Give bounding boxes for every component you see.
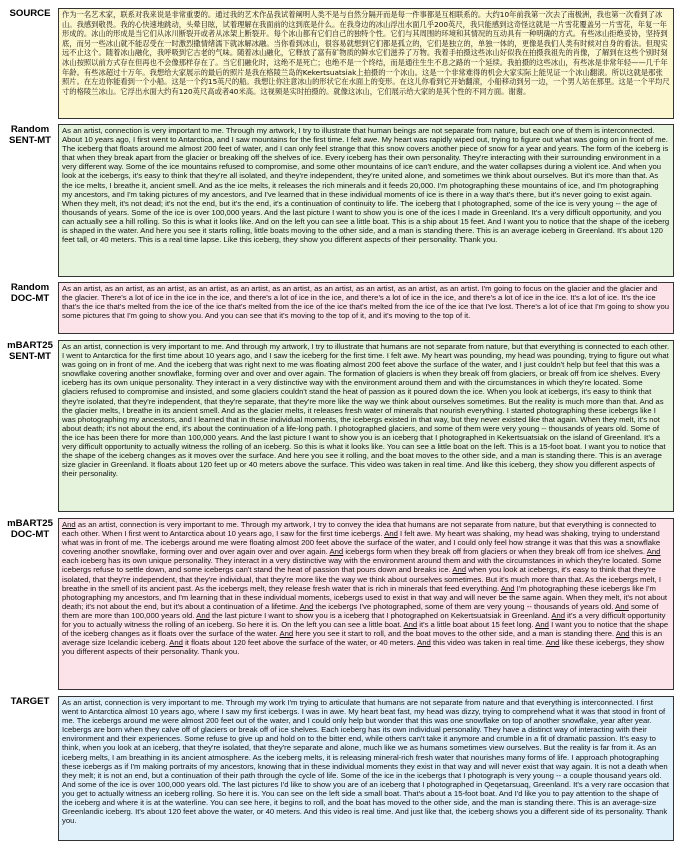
highlighted-word: And xyxy=(500,583,515,593)
row-label-line: TARGET xyxy=(10,696,50,707)
highlighted-word: And xyxy=(169,638,183,648)
highlighted-word: And xyxy=(299,601,314,611)
highlighted-word: And xyxy=(615,601,629,611)
comparison-figure xyxy=(4,4,674,842)
highlighted-word: And xyxy=(279,629,294,639)
text-box-source xyxy=(58,8,674,119)
row-label-line: Random xyxy=(10,282,50,293)
row-label-line: mBART25 xyxy=(7,518,53,529)
text-box-target xyxy=(58,696,674,841)
highlighted-word: And xyxy=(62,520,76,529)
translation-text: As an artist, connection is very important to me. Through my work I'm trying to articulate that humans are not separate from nature and that everything is interconnected. I first went to Antarctica almost 10 years ago, where I saw my first icebergs. I was in awe. My heart beat fast, my head was dizzy, trying to comprehend what it was that stood in front of me. The icebergs around me were almost 200 feet out of the water, and I could only help but wonder that this was one snowflake on top of another snowflake, year after year. Icebergs are born when they calve off of glaciers or break off of ice shelves. Each iceberg has its own individual personality. They have a distinct way of interacting with their environment and their experiences. Some refuse to give up and hold on to the bitter end, while others can't take it anymore and crumble in a fit of dramatic passion. It's easy to think, when you look at an iceberg, that they're isolated, that they're separate and alone, much like we as humans sometimes view ourselves. But the reality is far from it. As an iceberg melts, I am breathing in its ancient atmosphere. As the iceberg melts, it is releasing mineral-rich fresh water that nourishes many forms of life. I approach photographing these icebergs as if I'm making portraits of my ancestors, knowing that in these individual moments they exist in that way and will never exist that way again. It is not a death when they melt; it is not an end, but a continuation of their path through the cycle of life. Some of the ice in the icebergs that I photograph is very young -- a couple thousand years old. And some of the ice is over 100,000 years old. The last pictures I'd like to show you are of an iceberg that I photographed in Qeqetarsuaq, Greenland. It's a very rare occasion that you get to actually witness an iceberg rolling. So here it is. You can see on the left side a small boat. That's about a 15-foot boat. And I'd like you to pay attention to the shape of the iceberg and where it is at the waterline. You can see here, it begins to roll, and the boat has moved to the other side, and the man is standing there. This is an average-size Greenlandic iceberg. It's about 120 feet above the water, or 40 meters. And this video is real time. And just like that, the iceberg shows you a different side of its personality. Thank you. xyxy=(62,698,670,826)
highlighted-word: And xyxy=(452,565,467,575)
row-label-line: SOURCE xyxy=(9,8,51,19)
row-label xyxy=(4,518,56,540)
row-random-doc-mt xyxy=(4,282,674,334)
row-source xyxy=(4,8,674,119)
row-random-sent-mt xyxy=(4,124,674,277)
translation-text: As an artist, as an artist, as an artist, as an artist, as an artist, as an artist, as an artist, as an artist, as an artist, as an artist. I'm going to focus on the glacier and the glacier and the glacier. There's a lot of ice in the ice in the ice, and there's a lot of ice in the ice, and there's a lot of ice in the ice, and there's a lot of ice in the ice. It's a lot of ice. It's the ice that's the ice that's melted from the ice of the ice that's melted from the ice of the ice that's melted from the ice of the ice that I've lost. There's a lot of ice that I'm going to show you some pictures that I'm going to show you. And you can see that it's moving to the top of it, and it's moving to the top of it. xyxy=(62,284,670,321)
row-label-line: mBART25 xyxy=(7,340,53,351)
highlighted-word: And xyxy=(417,638,431,648)
highlighted-word: And xyxy=(384,529,398,539)
highlighted-word: And xyxy=(196,610,210,620)
translation-text: As an artist, connection is very important to me. Through my artwork, I try to illustrate that human beings are not separate from nature, but each one of them is interconnected. About 10 years ago, I first went to Antarctica, and I saw mountains for the first time. I felt awe. My heart was rapidly wiped out, trying to figure out what was going on in front of me. The iceberg that floats around me almost 200 feet of water, and I can only feel strange that this snow covers another piece of snow for a year and years. The form of the iceberg is that when they break apart from the glacier or breaking off the shelves of ice. Every iceberg has their own personality. They're interacting with their surrounding environment in a very different way. Some of the ice mountains refused to compromise, and some other mountains of ice can't endure, and the water collapses during a violent ice. And when you look at the icebergs, it's easy to think that they're all isolated, and they're independent, they're united alone, and sometimes we think about ourselves. But it's more than that. As the ice melts, I breathe it, ancient smell. And as the ice melts, it releases the rich minerals and it feeds 20,000. I'm photographing these mountains of ice, and I'm photographing my ancestors, and I'm taking pictures of my ancestors, and I've learned that in these individual moments of ice is there in a way that's there, but it's never going to exist again. When they melt, it's not dead; it's not the end, but it's the end, it's a continuation of continuity to life. The iceberg that I photographed, some of the ice is very young -- the age of thousands of years. Some of the ice is over 100,000 years. And the last picture I want to show you is one of the ices I made in Greenland. It's a very difficult opportunity, and you can actually see a hill rolling. So this is what it looks like. And on the left you can see a little boat. This is a ship about 15 feet. And I want you to notice that the shape of the iceberg is shaped in the water. And here you see it starts rolling, little boats moving to the other side, and a man is standing there. This is an average iceberg in Greenland. It's about 120 feet tall, or 40 meters. This is a real time lapse. Like this iceberg, they show you different aspects of their personality. Thank you. xyxy=(62,126,670,245)
row-target xyxy=(4,696,674,841)
text-box-mbart25-doc-mt xyxy=(58,518,674,690)
text-box-random-doc-mt xyxy=(58,282,674,334)
row-label xyxy=(4,124,56,146)
row-mbart25-sent-mt xyxy=(4,340,674,512)
highlighted-word: And xyxy=(535,620,549,630)
source-text: 作为一名艺术家，联系对我来说是非常重要的。通过我的艺术作品我试着阐明人类不是与自然分隔开而是每一件事都是互相联系的。大约10年前我第一次去了南极洲，我也第一次看到了冰山。我感到敬畏。我的心快速地跳动，头晕目眩，试着理解在我面前的这到底是什么。在我身边的冰山浮出水面几乎200英尺，我只能感到这奇怪这就是一片雪花覆盖另一片雪花，年复一年形成的。冰山的形成是当它们从冰川断裂开或者从冰架上断裂开。每个冰山都有它们自己的独特个性。它们与其周围的环境和其情况的互动具有一种明确的方式。有些冰山拒绝妥协，坚持到底，而另一些冰山就不能忍受在一时激烈撒情绪濡下就冰解冰融。当你看到冰山，很容易就想到它们都是孤立的，它们是独立的，单独一体的，更像是我们人类有时候对自身的看法。但现实远不止这个。随着冰山融化，我呼吸到它古老的气味。随着冰山融化，它释放了富有矿物质的鲜水它们滋养了万物。我着手拍摄这些冰山好似我在拍摄我祖先的肖像，了解到在这些个别时刻冰山按照以前方式存在但再也不会像那样存在了。当它们融化时，这绝不是死亡；也绝不是一个终结，而是通往生生不息之路的一个延续。我拍摄的这些冰山，有些冰是非常年轻——几千年年龄。有些冰超过十万年。我想给大家展示的最后的照片是我在格陵兰岛的Kekertsuatsiak上拍摄的一个冰山。这是一个非常难得的机会大家实际上能见证一个冰山翻滚。所以这就是那张照片。在左边你能看到一个小船。这是一个约15英尺的船。我想让你注意冰山的形状它在水面上的变形。在这儿你看到它开始翻滚，小船移动到另一边，一个男人站在那里。这是一个平均尺寸的格陵兰冰山。它浮出水面大约有120英尺高或者40米高。这视频是实时拍摄的。就像这冰山，它们展示给大家的是其个性的不同方面。谢谢。 xyxy=(62,10,670,96)
row-label-line: SENT-MT xyxy=(8,351,52,362)
highlighted-word: And xyxy=(329,547,344,557)
highlighted-word: And xyxy=(615,629,630,639)
row-label-line: Random xyxy=(10,124,50,135)
translation-text: And as an artist, connection is very important to me. Through my artwork, I try to convey the idea that humans are not separate from nature, but that everything is connected to each other. When I first went to Antarctica about 10 years ago, I saw for the first time icebergs. And I felt awe. My heart was shaking, my head was shaking, trying to understand what was in front of me. The icebergs around me were floating almost 200 feet above the surface of the water, and I could only feel how strange it was that this was a snowflake covering another snowflake, forming over and over again over and over again. And icebergs form when they break off from glaciers or when they break off from ice shelves. And each iceberg has its own unique personality. They interact in a very distinctive way with the environment around them and with the circumstances in which they're located. Some icebergs refuse to settle down, and some icebergs can't stand the heat of passion that pours down and breaks ice. And when you look at icebergs, it's easy to think that they're isolated, that they're independent, that they're individual, that they're more like the way we think about ourselves sometimes. But it's much more than that. As the icebergs melt, I breathe in the smell of its ancient past. As the icebergs melt, they release fresh water that is rich in minerals that feed everything. And I'm photographing these icebergs like I'm photographing my ancestors, and I'm learning that in these individual moments, icebergs used to exist in that way and will never be the same again. When they melt, it's not about death; it's not about the end, but it's about a continuation of a lifetime. And the icebergs I've photographed, some of them are very young -- thousands of years old. And some of them are more than 100,000 years old. And the last picture I want to show you is a iceberg that I photographed on Kekertsuatsiak in Greenland. And it's a very difficult opportunity for you to actually witness the rolling of an iceberg. So here it is. On the left you can see a little boat. And it's a little boat about 15 feet long. And I want you to notice that the shape of the iceberg changes as it floats over the surface of the water. And here you see it start to roll, and the boat moves to the other side, and a man is standing there. And this is an average size Icelandic iceberg. And it floats about 120 feet above the surface of the water, or 40 meters. And this video was taken in real time. And like these icebergs, they show you different aspects of their personality. Thank you. xyxy=(62,520,669,657)
highlighted-word: And xyxy=(551,610,566,620)
translation-text: As an artist, connection is very important to me. And through my artwork, I try to illustrate that humans are not separate from nature, but that everything is connected to each other. I went to Antarctica for the first time about 10 years ago, and I saw the iceberg for the first time. I felt awe. My heart was pounding, my head was pounding, trying to figure out what was going on in front of me. And the iceberg that was right next to me was floating almost 200 feet above the surface of the water, and I just couldn't help but feel that this was a snowflake covering another snowflake, forming over and over and over again. The formation of glaciers is when they break off from glaciers, or break off from ice shelves. Every iceberg has its own unique personality. They interact in a very distinctive way with the environment around them and with the circumstances in which they're located. Some glaciers refused to compromise and insisted, and some glaciers couldn't stand the heat of passion as it poured down the ice. When you look at icebergs, it's easy to think that they're isolated, that they're independent, that they're separate, that they're more like the way we think about ourselves sometimes. But the reality is much more than that. And as the glacier melts, I breathe in its ancient smell. And as the glacier melts, it releases fresh water of minerals that nourish everything. I started photographing these icebergs like I was photographing my ancestors, and I learned that in these individual moments, the icebergs existed in that way, but they never existed like that again. When they melt, it's not about death; it's not about the end, it's about the continuation of a life-long path. I photographed glaciers, and some of them were very young -- thousands of years old. Some of the ice has been there for more than 100,000 years. And the last picture I want to show you is an iceberg that I photographed in Kekertsuatsiak on the island of Greenland. It's a very difficult opportunity to actually witness the rolling of an iceberg. So this is what it looks like. You can see a little boat on the left. This is a 15-foot boat. I want you to notice that the shape of the iceberg changes as it moves over the surface. And here you see it rolling, and the boat moves to the other side, and a man is standing there. This is an average size glacier in Greenland. It floats about 120 feet up or 40 meters above the surface. This video was taken in real time. And like this iceberg, they show you different aspects of their personality. xyxy=(62,342,670,479)
row-label xyxy=(4,282,56,304)
row-mbart25-doc-mt xyxy=(4,518,674,690)
row-label-line: DOC-MT xyxy=(10,529,50,540)
row-label-line: DOC-MT xyxy=(10,293,50,304)
row-label xyxy=(4,8,56,19)
text-box-random-sent-mt xyxy=(58,124,674,277)
row-label-line: SENT-MT xyxy=(8,135,52,146)
highlighted-word: And xyxy=(545,638,560,648)
highlighted-word: And xyxy=(403,620,418,630)
row-label xyxy=(4,340,56,362)
row-label xyxy=(4,696,56,707)
text-box-mbart25-sent-mt xyxy=(58,340,674,512)
highlighted-word: And xyxy=(646,547,661,557)
